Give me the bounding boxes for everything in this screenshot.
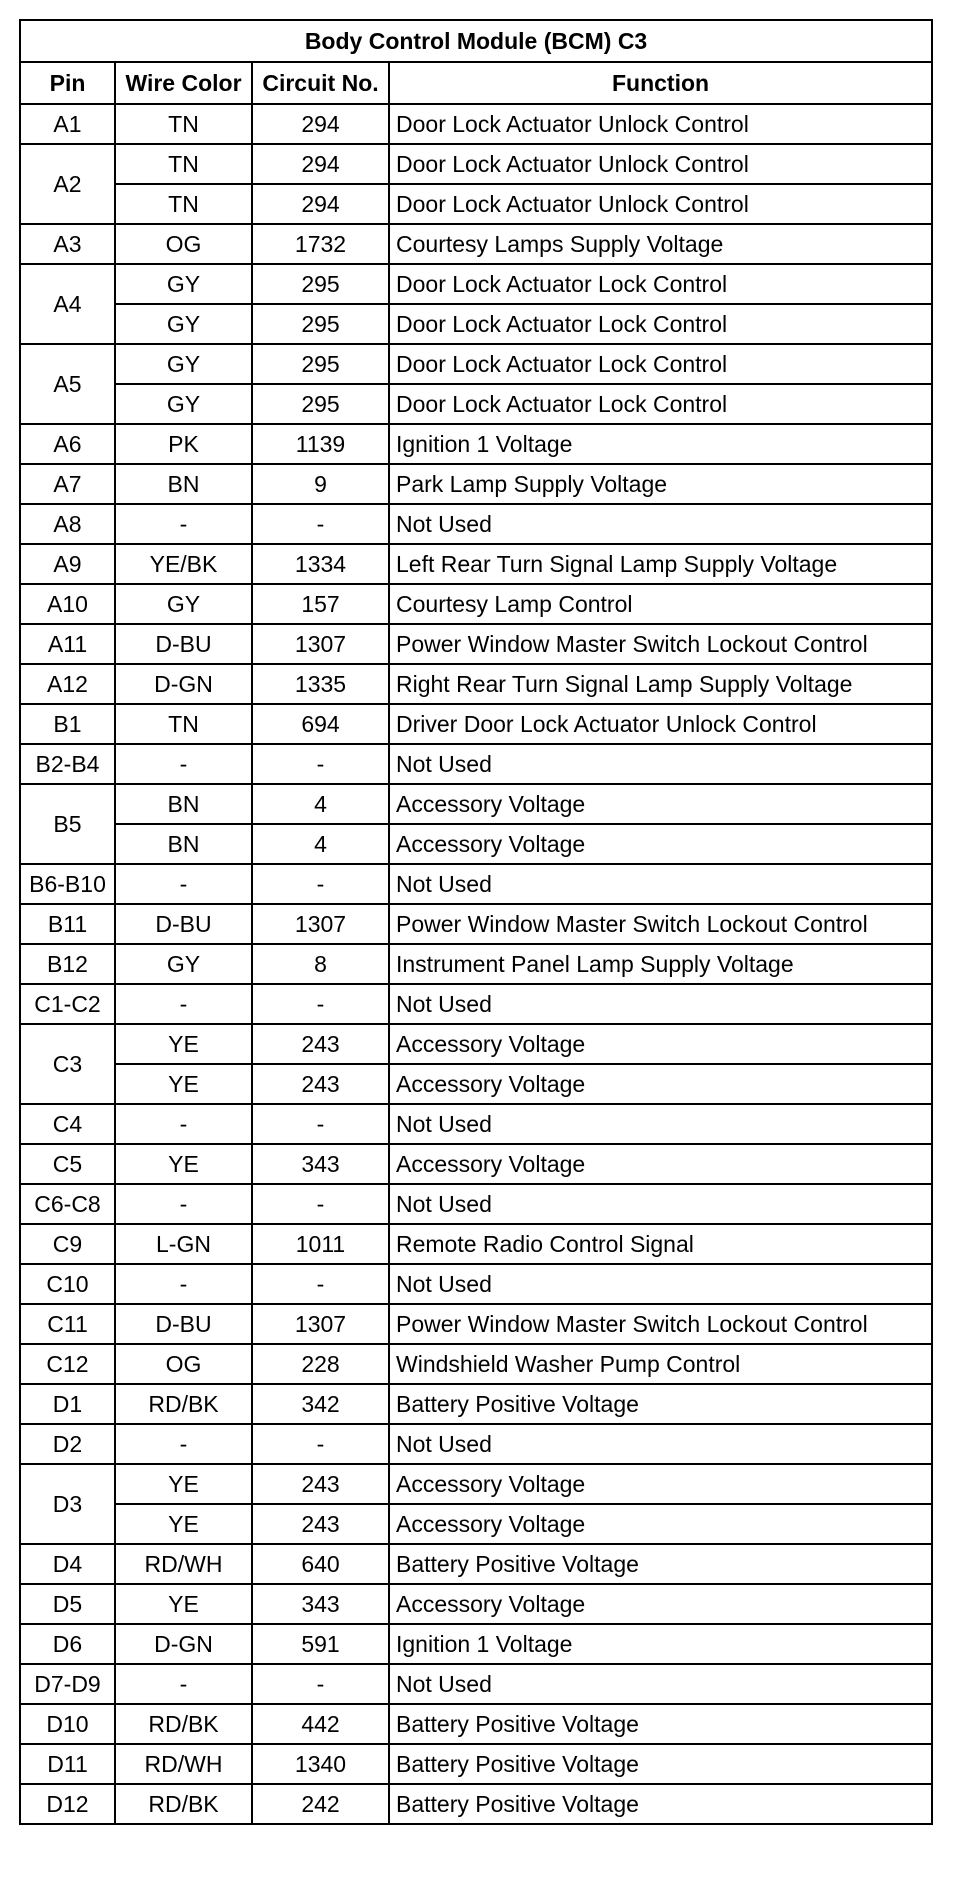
wire-color-cell: TN [115,104,252,144]
function-cell: Ignition 1 Voltage [389,1624,932,1664]
table-row [20,1104,932,1144]
circuit-no-cell: 1307 [252,624,389,664]
circuit-no-cell: - [252,744,389,784]
function-cell: Power Window Master Switch Lockout Control [389,624,932,664]
function-cell: Windshield Washer Pump Control [389,1344,932,1384]
table-row [20,1584,932,1624]
pin-cell: C6-C8 [20,1184,115,1224]
table-row [20,1304,932,1344]
title-row [20,20,932,62]
table-row [20,1384,932,1424]
function-cell: Not Used [389,504,932,544]
wire-color-cell: RD/BK [115,1784,252,1824]
pin-cell: A11 [20,624,115,664]
circuit-no-cell: 243 [252,1064,389,1104]
circuit-no-cell: 591 [252,1624,389,1664]
circuit-no-cell: 640 [252,1544,389,1584]
pin-cell: A8 [20,504,115,544]
pin-cell: C5 [20,1144,115,1184]
table-row [20,1504,932,1544]
wire-color-cell: PK [115,424,252,464]
function-cell: Ignition 1 Voltage [389,424,932,464]
header-function: Function [389,62,932,104]
function-cell: Not Used [389,864,932,904]
wire-color-cell: YE [115,1024,252,1064]
circuit-no-cell: - [252,1424,389,1464]
circuit-no-cell: 694 [252,704,389,744]
table-row [20,664,932,704]
function-cell: Courtesy Lamps Supply Voltage [389,224,932,264]
pin-cell: D12 [20,1784,115,1824]
circuit-no-cell: 295 [252,304,389,344]
pin-cell: C12 [20,1344,115,1384]
table-row [20,984,932,1024]
pin-cell: C3 [20,1024,115,1104]
function-cell: Remote Radio Control Signal [389,1224,932,1264]
function-cell: Not Used [389,1264,932,1304]
wire-color-cell: YE/BK [115,544,252,584]
circuit-no-cell: 157 [252,584,389,624]
pin-cell: B1 [20,704,115,744]
pin-cell: D6 [20,1624,115,1664]
circuit-no-cell: - [252,504,389,544]
wire-color-cell: GY [115,584,252,624]
header-circuit-no: Circuit No. [252,62,389,104]
table-row [20,584,932,624]
wire-color-cell: D-BU [115,904,252,944]
circuit-no-cell: 243 [252,1024,389,1064]
pin-cell: C1-C2 [20,984,115,1024]
circuit-no-cell: 294 [252,104,389,144]
function-cell: Door Lock Actuator Unlock Control [389,104,932,144]
table-row [20,384,932,424]
table-row [20,1144,932,1184]
table-row [20,744,932,784]
pin-cell: D7-D9 [20,1664,115,1704]
wire-color-cell: YE [115,1064,252,1104]
function-cell: Door Lock Actuator Lock Control [389,344,932,384]
wire-color-cell: OG [115,1344,252,1384]
wire-color-cell: GY [115,304,252,344]
wire-color-cell: TN [115,704,252,744]
circuit-no-cell: - [252,1264,389,1304]
table-row [20,1184,932,1224]
function-cell: Door Lock Actuator Unlock Control [389,144,932,184]
wire-color-cell: GY [115,344,252,384]
circuit-no-cell: - [252,1184,389,1224]
wire-color-cell: D-BU [115,624,252,664]
function-cell: Door Lock Actuator Lock Control [389,304,932,344]
table-row [20,1264,932,1304]
connector-pinout-table [19,19,933,1825]
wire-color-cell: BN [115,784,252,824]
wire-color-cell: RD/BK [115,1384,252,1424]
wire-color-cell: RD/WH [115,1744,252,1784]
pin-cell: A1 [20,104,115,144]
pin-cell: C9 [20,1224,115,1264]
circuit-no-cell: - [252,1664,389,1704]
wire-color-cell: D-GN [115,664,252,704]
table-row [20,1344,932,1384]
circuit-no-cell: 1011 [252,1224,389,1264]
pin-cell: A7 [20,464,115,504]
wire-color-cell: YE [115,1464,252,1504]
wire-color-cell: YE [115,1504,252,1544]
wire-color-cell: - [115,1424,252,1464]
function-cell: Right Rear Turn Signal Lamp Supply Voltage [389,664,932,704]
circuit-no-cell: 243 [252,1464,389,1504]
function-cell: Not Used [389,1104,932,1144]
pin-cell: A3 [20,224,115,264]
circuit-no-cell: - [252,1104,389,1144]
circuit-no-cell: 242 [252,1784,389,1824]
function-cell: Park Lamp Supply Voltage [389,464,932,504]
table-row [20,344,932,384]
wire-color-cell: TN [115,144,252,184]
circuit-no-cell: 295 [252,384,389,424]
pin-cell: A9 [20,544,115,584]
wire-color-cell: - [115,1184,252,1224]
table-row [20,304,932,344]
function-cell: Accessory Voltage [389,1024,932,1064]
pin-cell: D1 [20,1384,115,1424]
table-row [20,1624,932,1664]
pin-cell: A2 [20,144,115,224]
function-cell: Accessory Voltage [389,1064,932,1104]
wire-color-cell: RD/BK [115,1704,252,1744]
wire-color-cell: - [115,504,252,544]
pin-cell: A10 [20,584,115,624]
function-cell: Door Lock Actuator Unlock Control [389,184,932,224]
table-row [20,184,932,224]
circuit-no-cell: 1335 [252,664,389,704]
circuit-no-cell: 294 [252,144,389,184]
function-cell: Accessory Voltage [389,784,932,824]
function-cell: Door Lock Actuator Lock Control [389,264,932,304]
wire-color-cell: D-BU [115,1304,252,1344]
table-row [20,1024,932,1064]
wire-color-cell: BN [115,824,252,864]
table-title: Body Control Module (BCM) C3 [20,20,932,62]
table-row [20,464,932,504]
function-cell: Courtesy Lamp Control [389,584,932,624]
pin-cell: D4 [20,1544,115,1584]
table-row [20,504,932,544]
table-row [20,144,932,184]
table-row [20,624,932,664]
header-row [20,62,932,104]
pin-cell: A12 [20,664,115,704]
function-cell: Accessory Voltage [389,1504,932,1544]
pin-cell: D5 [20,1584,115,1624]
circuit-no-cell: 9 [252,464,389,504]
wire-color-cell: GY [115,264,252,304]
table-row [20,1544,932,1584]
table-row [20,1744,932,1784]
function-cell: Battery Positive Voltage [389,1544,932,1584]
function-cell: Battery Positive Voltage [389,1784,932,1824]
table-row [20,864,932,904]
pin-cell: B12 [20,944,115,984]
pin-cell: C10 [20,1264,115,1304]
circuit-no-cell: 8 [252,944,389,984]
wire-color-cell: BN [115,464,252,504]
circuit-no-cell: 295 [252,344,389,384]
function-cell: Battery Positive Voltage [389,1704,932,1744]
function-cell: Not Used [389,1664,932,1704]
pin-cell: D2 [20,1424,115,1464]
circuit-no-cell: 1732 [252,224,389,264]
table-row [20,1224,932,1264]
table-row [20,704,932,744]
function-cell: Not Used [389,1424,932,1464]
function-cell: Accessory Voltage [389,1144,932,1184]
function-cell: Driver Door Lock Actuator Unlock Control [389,704,932,744]
pin-cell: A4 [20,264,115,344]
wire-color-cell: - [115,1664,252,1704]
table-row [20,1064,932,1104]
table-row [20,1464,932,1504]
wire-color-cell: - [115,1104,252,1144]
pin-cell: D11 [20,1744,115,1784]
table-row [20,104,932,144]
wire-color-cell: - [115,984,252,1024]
wire-color-cell: RD/WH [115,1544,252,1584]
wire-color-cell: - [115,864,252,904]
table-body [20,104,932,1824]
circuit-no-cell: 1334 [252,544,389,584]
pin-cell: A5 [20,344,115,424]
pin-cell: D3 [20,1464,115,1544]
table-row [20,1424,932,1464]
circuit-no-cell: - [252,864,389,904]
table-row [20,944,932,984]
table-row [20,1784,932,1824]
wire-color-cell: GY [115,944,252,984]
wire-color-cell: - [115,1264,252,1304]
table-row [20,424,932,464]
pin-cell: D10 [20,1704,115,1744]
table-row [20,824,932,864]
function-cell: Battery Positive Voltage [389,1744,932,1784]
circuit-no-cell: 442 [252,1704,389,1744]
wire-color-cell: D-GN [115,1624,252,1664]
header-pin: Pin [20,62,115,104]
function-cell: Not Used [389,984,932,1024]
function-cell: Not Used [389,744,932,784]
wire-color-cell: YE [115,1144,252,1184]
pin-cell: B6-B10 [20,864,115,904]
function-cell: Power Window Master Switch Lockout Control [389,1304,932,1344]
circuit-no-cell: 1139 [252,424,389,464]
table-row [20,264,932,304]
circuit-no-cell: - [252,984,389,1024]
pin-cell: C11 [20,1304,115,1344]
wire-color-cell: L-GN [115,1224,252,1264]
function-cell: Instrument Panel Lamp Supply Voltage [389,944,932,984]
function-cell: Battery Positive Voltage [389,1384,932,1424]
pin-cell: C4 [20,1104,115,1144]
function-cell: Left Rear Turn Signal Lamp Supply Voltage [389,544,932,584]
pin-cell: B11 [20,904,115,944]
circuit-no-cell: 243 [252,1504,389,1544]
circuit-no-cell: 228 [252,1344,389,1384]
circuit-no-cell: 295 [252,264,389,304]
circuit-no-cell: 1307 [252,904,389,944]
pin-cell: B5 [20,784,115,864]
wire-color-cell: GY [115,384,252,424]
pin-cell: A6 [20,424,115,464]
table-row [20,784,932,824]
table-row [20,904,932,944]
table-row [20,1664,932,1704]
wire-color-cell: - [115,744,252,784]
table-row [20,1704,932,1744]
function-cell: Door Lock Actuator Lock Control [389,384,932,424]
circuit-no-cell: 1307 [252,1304,389,1344]
function-cell: Not Used [389,1184,932,1224]
wire-color-cell: OG [115,224,252,264]
wire-color-cell: YE [115,1584,252,1624]
circuit-no-cell: 343 [252,1144,389,1184]
circuit-no-cell: 1340 [252,1744,389,1784]
circuit-no-cell: 4 [252,824,389,864]
circuit-no-cell: 343 [252,1584,389,1624]
header-wire-color: Wire Color [115,62,252,104]
wire-color-cell: TN [115,184,252,224]
function-cell: Accessory Voltage [389,824,932,864]
circuit-no-cell: 294 [252,184,389,224]
function-cell: Accessory Voltage [389,1584,932,1624]
pin-cell: B2-B4 [20,744,115,784]
function-cell: Power Window Master Switch Lockout Control [389,904,932,944]
function-cell: Accessory Voltage [389,1464,932,1504]
circuit-no-cell: 342 [252,1384,389,1424]
table-row [20,224,932,264]
circuit-no-cell: 4 [252,784,389,824]
table-row [20,544,932,584]
